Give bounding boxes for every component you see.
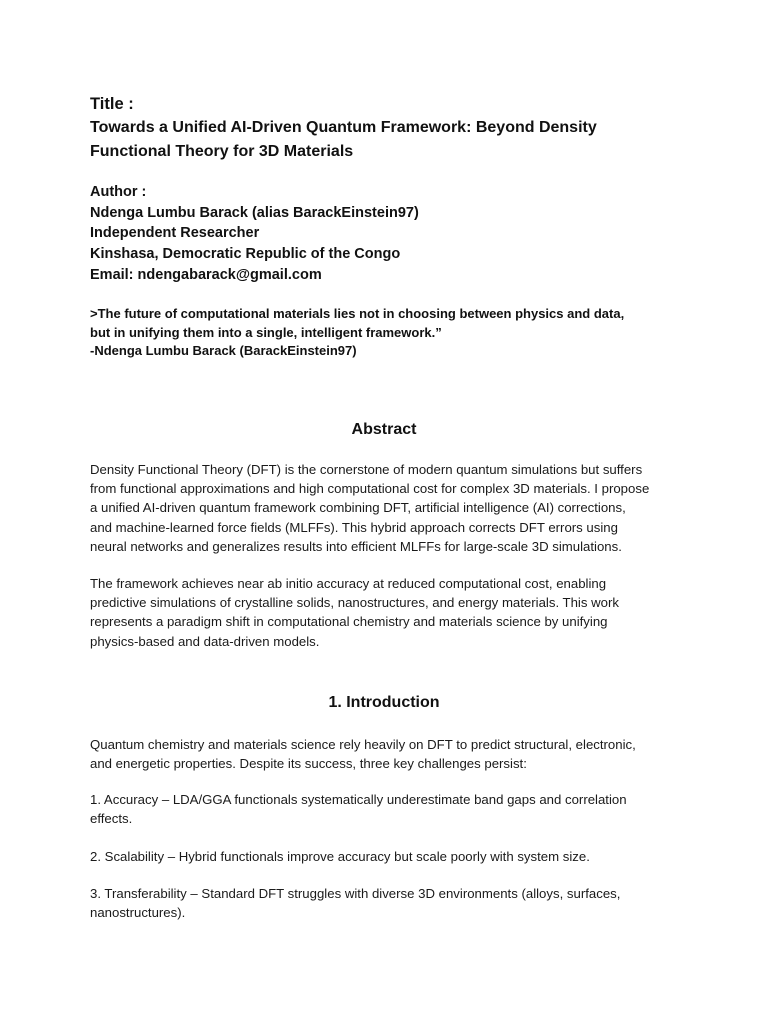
challenge-item-transferability — [90, 884, 680, 922]
text-line: predictive simulations of crystalline solids, nanostructures, and energy materials. This work — [90, 595, 619, 611]
text-line: physics-based and data-driven models. — [90, 633, 320, 649]
text-line: nanostructures). — [90, 905, 186, 921]
text-line: and machine-learned force fields (MLFFs). This hybrid approach corrects DFT errors using — [90, 519, 618, 535]
text-line: 1. Accuracy – LDA/GGA functionals systematically underestimate band gaps and correlation — [90, 792, 627, 807]
text-line: 2. Scalability – Hybrid functionals improve accuracy but scale poorly with system size. — [90, 849, 590, 864]
epigraph — [90, 305, 680, 361]
author-email: Email: ndengabarack@gmail.com — [90, 266, 322, 283]
author-location: Kinshasa, Democratic Republic of the Congo — [90, 246, 401, 263]
challenge-item-scalability — [90, 847, 680, 866]
paper-title-line-2: Functional Theory for 3D Materials — [90, 143, 354, 160]
author-name: Ndenga Lumbu Barack (alias BarackEinstein97) — [90, 204, 419, 221]
abstract-paragraph-2 — [90, 574, 680, 651]
text-line: 3. Transferability – Standard DFT struggles with diverse 3D environments (alloys, surfaces, — [90, 886, 621, 901]
title-block — [90, 92, 680, 164]
text-line: Density Functional Theory (DFT) is the cornerstone of modern quantum simulations but suffers — [90, 462, 643, 477]
text-line: represents a paradigm shift in computational chemistry and materials science by unifying — [90, 614, 608, 630]
text-line: and energetic properties. Despite its success, three key challenges persist: — [90, 756, 527, 772]
epigraph-attribution: -Ndenga Lumbu Barack (BarackEinstein97) — [90, 343, 357, 358]
text-line: a unified AI-driven quantum framework combining DFT, artificial intelligence (AI) corrections, — [90, 500, 626, 516]
author-label: Author : — [90, 184, 147, 200]
challenge-item-accuracy — [90, 790, 680, 828]
text-line: effects. — [90, 811, 133, 827]
abstract-heading: Abstract — [351, 421, 417, 438]
author-block — [90, 182, 680, 286]
introduction-paragraph — [90, 735, 680, 773]
text-line: neural networks and generalizes results into efficient MLFFs for large-scale 3D simulations. — [90, 538, 622, 554]
author-affiliation: Independent Researcher — [90, 225, 260, 242]
abstract-paragraph-1 — [90, 460, 680, 556]
epigraph-line-2: but in unifying them into a single, intelligent framework.” — [90, 324, 442, 340]
text-line: The framework achieves near ab initio accuracy at reduced computational cost, enabling — [90, 576, 607, 591]
text-line: from functional approximations and high computational cost for complex 3D materials. I propose — [90, 481, 650, 497]
paper-title-line-1: Towards a Unified AI-Driven Quantum Framework: Beyond Density — [90, 119, 597, 136]
title-label: Title : — [90, 95, 134, 113]
epigraph-line-1: >The future of computational materials lies not in choosing between physics and data, — [90, 306, 625, 321]
introduction-heading: 1. Introduction — [328, 694, 440, 711]
text-line: Quantum chemistry and materials science rely heavily on DFT to predict structural, electronic, — [90, 737, 636, 752]
